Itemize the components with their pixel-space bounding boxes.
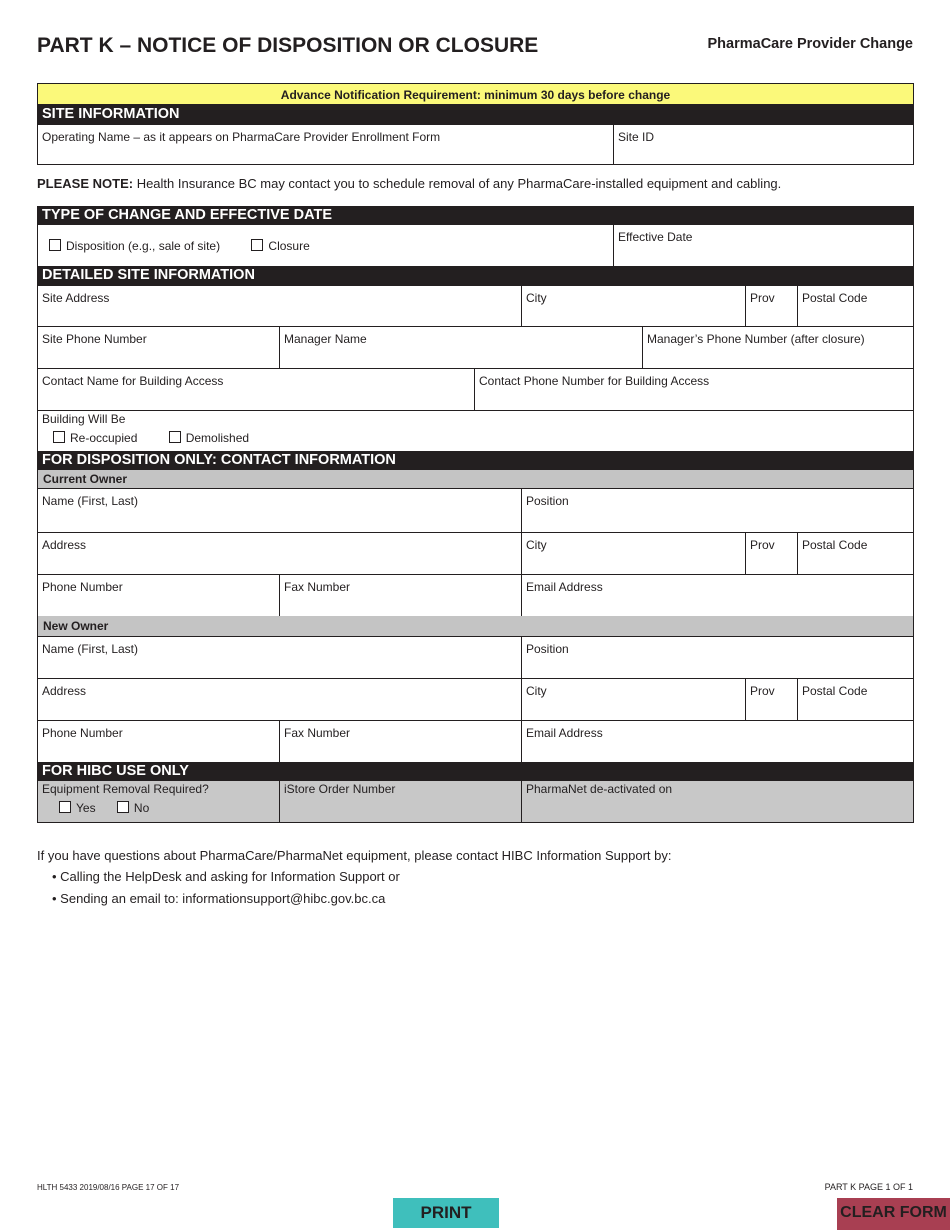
current-owner-subheading: Current Owner (37, 470, 914, 489)
building-will-be-cell (37, 410, 914, 452)
type-change-heading: TYPE OF CHANGE AND EFFECTIVE DATE (37, 206, 914, 225)
field-label: Name (First, Last) (42, 642, 139, 656)
page-number: PART K PAGE 1 OF 1 (824, 1182, 913, 1192)
option-label: Re-occupied (70, 431, 138, 445)
print-button[interactable]: PRINT (393, 1198, 499, 1228)
form-id: HLTH 5433 2019/08/16 PAGE 17 OF 17 (37, 1183, 180, 1192)
checkbox-icon (117, 801, 129, 813)
field-label: Site Address (42, 291, 110, 305)
bullet-item: • Sending an email to: informationsupport@hibc.gov.bc.ca (52, 891, 386, 906)
field-label: Position (526, 494, 569, 508)
checkbox-icon (53, 431, 65, 443)
current-owner-prov-field[interactable] (745, 532, 798, 575)
option-label: Disposition (e.g., sale of site) (66, 239, 221, 253)
field-label: Site ID (618, 130, 655, 144)
field-label: PharmaNet de-activated on (526, 782, 673, 796)
no-checkbox[interactable] (117, 801, 149, 815)
field-label: City (526, 291, 547, 305)
city-field[interactable] (521, 285, 746, 327)
site-id-field[interactable] (613, 124, 914, 165)
form-subtitle: PharmaCare Provider Change (707, 36, 913, 52)
current-owner-position-field[interactable] (521, 488, 914, 533)
current-owner-email-field[interactable] (521, 574, 914, 617)
postal-code-field[interactable] (797, 285, 914, 327)
option-label: Closure (268, 239, 310, 253)
checkbox-icon (49, 239, 61, 251)
field-label: Email Address (526, 726, 603, 740)
yes-checkbox[interactable] (59, 801, 96, 815)
closure-checkbox[interactable] (251, 239, 309, 253)
checkbox-icon (169, 431, 181, 443)
current-owner-fax-field[interactable] (279, 574, 522, 617)
new-owner-name-field[interactable] (37, 636, 522, 679)
option-label: No (133, 801, 150, 815)
field-label: Prov (750, 538, 775, 552)
field-label: Phone Number (42, 580, 123, 594)
detailed-site-heading: DETAILED SITE INFORMATION (37, 266, 914, 285)
hibc-heading: FOR HIBC USE ONLY (37, 762, 914, 781)
questions-text: If you have questions about PharmaCare/PharmaNet equipment, please contact HIBC Information Support by: (37, 848, 672, 863)
field-label: Operating Name – as it appears on PharmaCare Provider Enrollment Form (42, 130, 441, 144)
new-owner-prov-field[interactable] (745, 678, 798, 721)
field-label: Building Will Be (42, 412, 126, 426)
field-label: Fax Number (284, 580, 351, 594)
field-label: Effective Date (618, 230, 693, 244)
field-label: Manager’s Phone Number (after closure) (647, 332, 865, 346)
istore-order-field[interactable] (279, 780, 522, 823)
disposition-checkbox[interactable] (49, 239, 220, 253)
demolished-checkbox[interactable] (169, 431, 249, 445)
field-label: Contact Name for Building Access (42, 374, 224, 388)
new-owner-phone-field[interactable] (37, 720, 280, 763)
field-label: Manager Name (284, 332, 367, 346)
new-owner-city-field[interactable] (521, 678, 746, 721)
contact-name-field[interactable] (37, 368, 475, 411)
clear-form-button[interactable]: CLEAR FORM (837, 1198, 950, 1230)
operating-name-field[interactable] (37, 124, 614, 165)
page-title: PART K – NOTICE OF DISPOSITION OR CLOSURE (37, 34, 539, 57)
field-label: Postal Code (802, 291, 868, 305)
manager-name-field[interactable] (279, 326, 643, 369)
new-owner-position-field[interactable] (521, 636, 914, 679)
please-note-text: Health Insurance BC may contact you to schedule removal of any PharmaCare-installed equipment and cabling. (133, 176, 782, 191)
new-owner-postal-field[interactable] (797, 678, 914, 721)
field-label: Prov (750, 291, 775, 305)
field-label: Postal Code (802, 684, 868, 698)
equipment-removal-cell (37, 780, 280, 823)
prov-field[interactable] (745, 285, 798, 327)
field-label: Name (First, Last) (42, 494, 139, 508)
field-label: Address (42, 538, 87, 552)
current-owner-postal-field[interactable] (797, 532, 914, 575)
disposition-heading: FOR DISPOSITION ONLY: CONTACT INFORMATION (37, 451, 914, 470)
checkbox-icon (251, 239, 263, 251)
field-label: Equipment Removal Required? (42, 782, 209, 796)
checkbox-icon (59, 801, 71, 813)
new-owner-address-field[interactable] (37, 678, 522, 721)
current-owner-address-field[interactable] (37, 532, 522, 575)
site-info-heading: SITE INFORMATION (37, 105, 914, 124)
field-label: Prov (750, 684, 775, 698)
field-label: Position (526, 642, 569, 656)
field-label: City (526, 684, 547, 698)
current-owner-city-field[interactable] (521, 532, 746, 575)
field-label: Email Address (526, 580, 603, 594)
field-label: iStore Order Number (284, 782, 396, 796)
new-owner-fax-field[interactable] (279, 720, 522, 763)
effective-date-field[interactable] (613, 224, 914, 267)
current-owner-phone-field[interactable] (37, 574, 280, 617)
site-address-field[interactable] (37, 285, 522, 327)
option-label: Yes (76, 801, 96, 815)
field-label: Fax Number (284, 726, 351, 740)
field-label: Phone Number (42, 726, 123, 740)
bullet-text: Sending an email to: informationsupport@hibc.gov.bc.ca (60, 891, 386, 906)
please-note (37, 176, 781, 191)
notice-banner: Advance Notification Requirement: minimum 30 days before change (37, 83, 914, 105)
field-label: Address (42, 684, 87, 698)
type-of-change-cell (37, 224, 614, 267)
contact-phone-field[interactable] (474, 368, 914, 411)
reoccupied-checkbox[interactable] (53, 431, 137, 445)
site-phone-field[interactable] (37, 326, 280, 369)
field-label: Contact Phone Number for Building Access (479, 374, 710, 388)
new-owner-subheading: New Owner (37, 616, 914, 636)
please-note-label: PLEASE NOTE: (37, 176, 134, 191)
field-label: Postal Code (802, 538, 868, 552)
field-label: City (526, 538, 547, 552)
pharmanet-deactivated-field[interactable] (521, 780, 914, 823)
manager-phone-field[interactable] (642, 326, 914, 369)
option-label: Demolished (185, 431, 250, 445)
bullet-item: • Calling the HelpDesk and asking for Information Support or (52, 869, 400, 884)
current-owner-name-field[interactable] (37, 488, 522, 533)
field-label: Site Phone Number (42, 332, 147, 346)
new-owner-email-field[interactable] (521, 720, 914, 763)
bullet-text: Calling the HelpDesk and asking for Information Support or (60, 869, 400, 884)
